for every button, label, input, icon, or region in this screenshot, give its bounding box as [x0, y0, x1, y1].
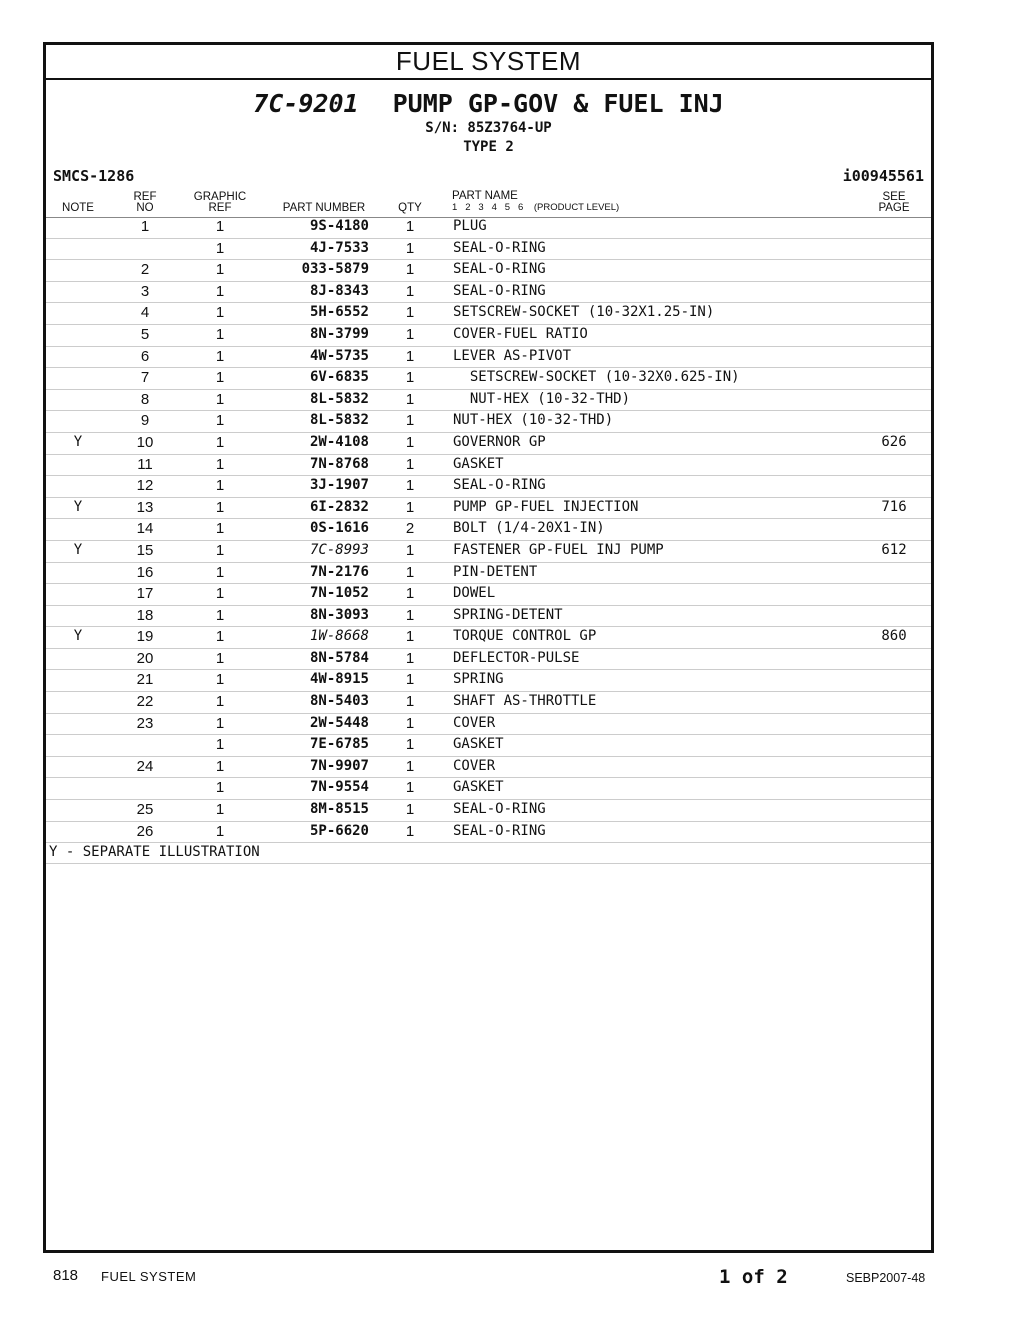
- qty-cell: 1: [405, 390, 415, 408]
- part-number-cell: 8N-5784: [309, 649, 369, 666]
- ref-no-cell: 12: [136, 477, 154, 495]
- footer-section: FUEL SYSTEM: [101, 1269, 197, 1284]
- table-row: [46, 260, 931, 282]
- part-number-cell: 7N-1052: [309, 585, 369, 602]
- table-row: [46, 390, 931, 412]
- ref-no-cell: 7: [140, 369, 150, 387]
- table-row: [46, 303, 931, 325]
- part-name-cell: SPRING: [453, 671, 504, 688]
- part-name-cell: NUT-HEX (10-32-THD): [453, 412, 614, 429]
- see-page-cell: 612: [881, 541, 907, 558]
- qty-cell: 1: [405, 801, 415, 819]
- col-part-number: PART NUMBER: [282, 202, 366, 214]
- qty-cell: 1: [405, 649, 415, 667]
- see-page-cell: 626: [881, 433, 907, 450]
- graphic-ref-cell: 1: [215, 239, 225, 257]
- col-qty: QTY: [398, 202, 422, 214]
- footnote: Y - SEPARATE ILLUSTRATION: [46, 843, 931, 864]
- part-name-cell: LEVER AS-PIVOT: [453, 347, 572, 364]
- table-row: [46, 347, 931, 369]
- table-row: [46, 692, 931, 714]
- see-page-cell: 716: [881, 498, 907, 515]
- qty-cell: 1: [405, 498, 415, 516]
- graphic-ref-cell: 1: [215, 455, 225, 473]
- ref-no-cell: 22: [136, 693, 154, 711]
- part-number-cell: 8M-8515: [309, 801, 369, 818]
- part-number-cell: 4J-7533: [309, 239, 369, 256]
- ref-no-cell: 21: [136, 671, 154, 689]
- table-row: [46, 433, 931, 455]
- note-cell: Y: [73, 628, 83, 645]
- graphic-ref-cell: 1: [215, 541, 225, 559]
- part-number-cell: 8J-8343: [309, 282, 369, 299]
- table-row: [46, 217, 931, 239]
- assembly-header: [46, 89, 931, 157]
- qty-cell: 1: [405, 477, 415, 495]
- qty-cell: 1: [405, 541, 415, 559]
- table-row: [46, 476, 931, 498]
- qty-cell: 1: [405, 369, 415, 387]
- col-graphic-bottom: REF: [208, 202, 232, 214]
- qty-cell: 1: [405, 347, 415, 365]
- table-row: [46, 541, 931, 563]
- column-headers: [46, 189, 931, 218]
- graphic-ref-cell: 1: [215, 822, 225, 840]
- part-name-cell: GASKET: [453, 736, 504, 753]
- ref-no-cell: 18: [136, 606, 154, 624]
- graphic-ref-cell: 1: [215, 757, 225, 775]
- parts-table: [46, 217, 931, 864]
- note-cell: Y: [73, 498, 83, 515]
- ref-no-cell: 13: [136, 498, 154, 516]
- graphic-ref-cell: 1: [215, 628, 225, 646]
- part-number-cell: 7E-6785: [309, 736, 369, 753]
- qty-cell: 1: [405, 304, 415, 322]
- part-name-cell: NUT-HEX (10-32-THD): [453, 390, 631, 407]
- graphic-ref-cell: 1: [215, 498, 225, 516]
- assembly-part-name: PUMP GP-GOV & FUEL INJ: [392, 89, 724, 118]
- qty-cell: 1: [405, 671, 415, 689]
- part-name-cell: GOVERNOR GP: [453, 433, 546, 450]
- qty-cell: 1: [405, 563, 415, 581]
- part-number-cell: 8N-3093: [309, 606, 369, 623]
- part-number-cell: 9S-4180: [309, 218, 369, 234]
- col-ref-top: REF: [133, 191, 157, 203]
- part-name-cell: COVER-FUEL RATIO: [453, 325, 588, 342]
- part-name-cell: SEAL-O-RING: [453, 801, 546, 818]
- qty-cell: 2: [405, 520, 415, 538]
- part-number-cell: 4W-5735: [309, 347, 369, 364]
- qty-cell: 1: [405, 218, 415, 235]
- table-row: [46, 822, 931, 844]
- assembly-type: TYPE 2: [463, 139, 514, 155]
- qty-cell: 1: [405, 412, 415, 430]
- assembly-part-number: 7C-9201: [253, 89, 359, 118]
- part-name-cell: PLUG: [453, 218, 487, 234]
- table-row: [46, 455, 931, 477]
- qty-cell: 1: [405, 714, 415, 732]
- part-number-cell: 7N-2176: [309, 563, 369, 580]
- smcs-code: SMCS-1286: [53, 167, 135, 185]
- graphic-ref-cell: 1: [215, 304, 225, 322]
- table-row: [46, 627, 931, 649]
- ref-no-cell: 17: [136, 585, 154, 603]
- part-name-cell: SETSCREW-SOCKET (10-32X1.25-IN): [453, 304, 715, 321]
- ref-no-cell: 2: [140, 261, 150, 279]
- qty-cell: 1: [405, 736, 415, 754]
- graphic-ref-cell: 1: [215, 282, 225, 300]
- qty-cell: 1: [405, 606, 415, 624]
- part-name-cell: DEFLECTOR-PULSE: [453, 649, 580, 666]
- graphic-ref-cell: 1: [215, 563, 225, 581]
- part-number-cell: 8L-5832: [309, 412, 369, 429]
- qty-cell: 1: [405, 455, 415, 473]
- col-see-top: SEE: [882, 191, 906, 203]
- part-number-cell: 4W-8915: [309, 671, 369, 688]
- graphic-ref-cell: 1: [215, 606, 225, 624]
- ref-no-cell: 20: [136, 649, 154, 667]
- col-note: NOTE: [62, 202, 94, 214]
- part-number-cell: 8N-5403: [309, 693, 369, 710]
- table-row: [46, 584, 931, 606]
- table-row: [46, 606, 931, 628]
- table-row: [46, 325, 931, 347]
- graphic-ref-cell: 1: [215, 347, 225, 365]
- graphic-ref-cell: 1: [215, 649, 225, 667]
- qty-cell: 1: [405, 261, 415, 279]
- graphic-ref-cell: 1: [215, 218, 225, 235]
- qty-cell: 1: [405, 325, 415, 343]
- graphic-ref-cell: 1: [215, 736, 225, 754]
- part-number-cell: 7C-8993: [309, 541, 369, 558]
- note-cell: Y: [73, 541, 83, 558]
- part-name-cell: GASKET: [453, 779, 504, 796]
- part-name-cell: SEAL-O-RING: [453, 282, 546, 299]
- part-name-cell: SPRING-DETENT: [453, 606, 563, 623]
- part-number-cell: 7N-9907: [309, 757, 369, 774]
- note-cell: Y: [73, 433, 83, 450]
- part-number-cell: 8L-5832: [309, 390, 369, 407]
- qty-cell: 1: [405, 757, 415, 775]
- graphic-ref-cell: 1: [215, 801, 225, 819]
- part-number-cell: 8N-3799: [309, 325, 369, 342]
- part-number-cell: 2W-4108: [309, 433, 369, 450]
- graphic-ref-cell: 1: [215, 671, 225, 689]
- part-name-cell: SEAL-O-RING: [453, 477, 546, 494]
- part-number-cell: 5H-6552: [309, 304, 369, 321]
- ref-no-cell: 6: [140, 347, 150, 365]
- table-row: [46, 282, 931, 304]
- ref-no-cell: 24: [136, 757, 154, 775]
- ref-no-cell: 25: [136, 801, 154, 819]
- page-frame: [43, 42, 934, 1253]
- table-row: [46, 239, 931, 261]
- table-row: [46, 368, 931, 390]
- graphic-ref-cell: 1: [215, 390, 225, 408]
- ref-no-cell: 26: [136, 822, 154, 840]
- part-number-cell: 7N-8768: [309, 455, 369, 472]
- graphic-ref-cell: 1: [215, 477, 225, 495]
- ref-no-cell: 23: [136, 714, 154, 732]
- col-product-level: 1 2 3 4 5 6 (PRODUCT LEVEL): [452, 202, 620, 213]
- graphic-ref-cell: 1: [215, 369, 225, 387]
- table-row: [46, 800, 931, 822]
- page-number: 818: [53, 1267, 79, 1284]
- part-name-cell: DOWEL: [453, 585, 496, 602]
- graphic-ref-cell: 1: [215, 585, 225, 603]
- table-row: [46, 519, 931, 541]
- serial-range: S/N: 85Z3764-UP: [425, 120, 552, 136]
- table-row: [46, 670, 931, 692]
- part-number-cell: 1W-8668: [309, 628, 369, 645]
- document-id: SEBP2007-48: [846, 1271, 926, 1285]
- graphic-ref-cell: 1: [215, 714, 225, 732]
- section-title: FUEL SYSTEM: [46, 45, 931, 80]
- col-part-name: PART NAME: [452, 190, 518, 202]
- part-number-cell: 5P-6620: [309, 822, 369, 839]
- qty-cell: 1: [405, 433, 415, 451]
- part-name-cell: SEAL-O-RING: [453, 822, 546, 839]
- see-page-cell: 860: [881, 628, 907, 645]
- qty-cell: 1: [405, 779, 415, 797]
- part-name-cell: GASKET: [453, 455, 504, 472]
- part-number-cell: 2W-5448: [309, 714, 369, 731]
- table-row: [46, 714, 931, 736]
- ref-no-cell: 11: [137, 455, 153, 473]
- ref-no-cell: 14: [136, 520, 154, 538]
- table-row: [46, 649, 931, 671]
- col-ref-bottom: NO: [136, 202, 154, 214]
- part-name-cell: SETSCREW-SOCKET (10-32X0.625-IN): [453, 369, 740, 386]
- qty-cell: 1: [405, 585, 415, 603]
- table-row: [46, 757, 931, 779]
- ref-no-cell: 10: [136, 433, 154, 451]
- ref-no-cell: 16: [136, 563, 154, 581]
- ref-no-cell: 4: [140, 304, 150, 322]
- col-see-bottom: PAGE: [878, 202, 910, 214]
- part-name-cell: COVER: [453, 714, 496, 731]
- table-row: [46, 778, 931, 800]
- part-number-cell: 0S-1616: [309, 520, 369, 537]
- ref-no-cell: 3: [140, 282, 150, 300]
- part-number-cell: 6I-2832: [309, 498, 369, 515]
- col-graphic-top: GRAPHIC: [193, 191, 247, 203]
- ref-no-cell: 9: [140, 412, 150, 430]
- part-name-cell: COVER: [453, 757, 496, 774]
- graphic-ref-cell: 1: [215, 693, 225, 711]
- ref-no-cell: 1: [140, 218, 150, 235]
- part-name-cell: SEAL-O-RING: [453, 239, 546, 256]
- graphic-ref-cell: 1: [215, 412, 225, 430]
- part-name-cell: TORQUE CONTROL GP: [453, 628, 597, 645]
- part-name-cell: SEAL-O-RING: [453, 261, 546, 278]
- ref-no-cell: 15: [136, 541, 154, 559]
- graphic-ref-cell: 1: [215, 325, 225, 343]
- part-name-cell: SHAFT AS-THROTTLE: [453, 693, 597, 710]
- qty-cell: 1: [405, 628, 415, 646]
- part-number-cell: 7N-9554: [309, 779, 369, 796]
- ref-no-cell: 8: [140, 390, 150, 408]
- part-number-cell: 033-5879: [301, 261, 369, 278]
- part-name-cell: PIN-DETENT: [453, 563, 538, 580]
- qty-cell: 1: [405, 693, 415, 711]
- table-row: [46, 735, 931, 757]
- graphic-ref-cell: 1: [215, 779, 225, 797]
- ref-no-cell: 19: [136, 628, 154, 646]
- graphic-ref-cell: 1: [215, 261, 225, 279]
- table-row: [46, 498, 931, 520]
- illustration-id: i00945561: [842, 167, 924, 185]
- table-row: [46, 563, 931, 585]
- graphic-ref-cell: 1: [215, 433, 225, 451]
- part-name-cell: PUMP GP-FUEL INJECTION: [453, 498, 639, 515]
- part-name-cell: FASTENER GP-FUEL INJ PUMP: [453, 541, 664, 558]
- qty-cell: 1: [405, 282, 415, 300]
- table-row: [46, 411, 931, 433]
- qty-cell: 1: [405, 822, 415, 840]
- assembly-title: [46, 89, 931, 119]
- graphic-ref-cell: 1: [215, 520, 225, 538]
- part-number-cell: 6V-6835: [309, 369, 369, 386]
- part-name-cell: BOLT (1/4-20X1-IN): [453, 520, 605, 537]
- ref-no-cell: 5: [140, 325, 150, 343]
- page-of: 1 of 2: [719, 1266, 788, 1288]
- part-number-cell: 3J-1907: [309, 477, 369, 494]
- qty-cell: 1: [405, 239, 415, 257]
